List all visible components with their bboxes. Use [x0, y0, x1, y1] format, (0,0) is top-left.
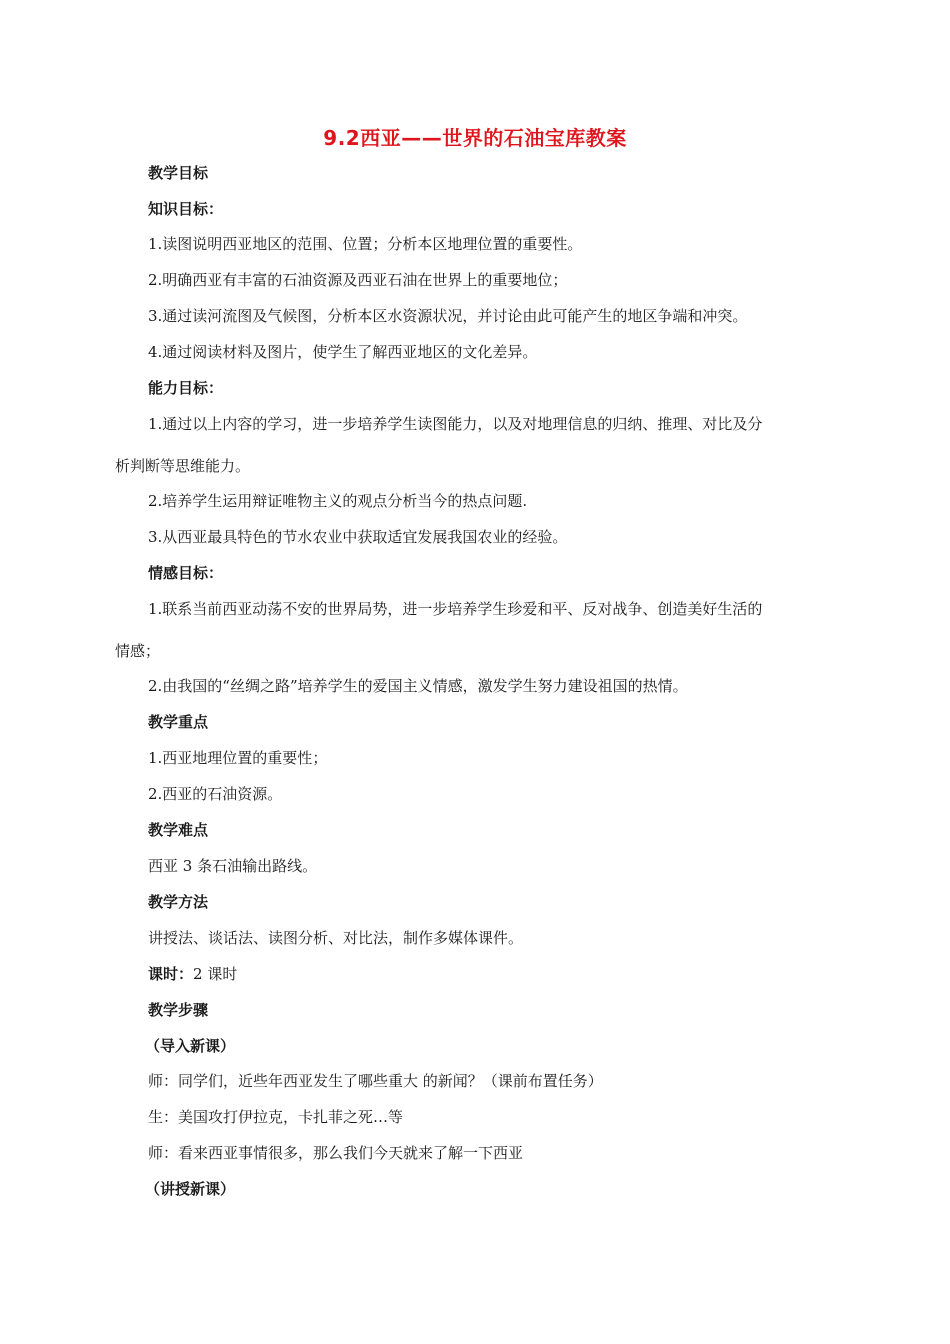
steps-heading: 教学步骤 [148, 1001, 209, 1019]
key-point-2: 2.西亚的石油资源。 [148, 785, 283, 803]
knowledge-item-1: 1.读图说明西亚地区的范围、位置；分析本区地理位置的重要性。 [148, 235, 583, 253]
emotion-item-1-line-1: 1.联系当前西亚动荡不安的世界局势，进一步培养学生珍爱和平、反对战争、创造美好生活的 [148, 600, 763, 618]
document-title: 9.2西亚——世界的石油宝库教案 [323, 126, 627, 150]
goals-heading: 教学目标 [148, 164, 209, 182]
ability-heading: 能力目标： [148, 379, 224, 397]
emotion-item-1-line-2: 情感； [115, 642, 161, 660]
methods-text: 讲授法、谈话法、读图分析、对比法，制作多媒体课件。 [148, 929, 524, 947]
ability-item-1-line-1: 1.通过以上内容的学习，进一步培养学生读图能力，以及对地理信息的归纳、推理、对比及分 [148, 415, 763, 433]
methods-heading: 教学方法 [148, 893, 209, 911]
class-hours [148, 964, 237, 984]
key-point-1: 1.西亚地理位置的重要性； [148, 749, 328, 767]
class-hours-value: 2 课时 [193, 965, 238, 983]
knowledge-item-2: 2.明确西亚有丰富的石油资源及西亚石油在世界上的重要地位； [148, 271, 568, 289]
key-points-heading: 教学重点 [148, 713, 209, 731]
class-hours-label: 课时： [148, 965, 194, 983]
intro-heading: （导入新课） [145, 1037, 236, 1055]
knowledge-item-4: 4.通过阅读材料及图片，使学生了解西亚地区的文化差异。 [148, 343, 538, 361]
emotion-item-2: 2.由我国的“丝绸之路”培养学生的爱国主义情感，激发学生努力建设祖国的热情。 [148, 677, 688, 695]
difficult-point-1: 西亚 3 条石油输出路线。 [148, 857, 318, 875]
ability-item-2: 2.培养学生运用辩证唯物主义的观点分析当今的热点问题. [148, 492, 528, 510]
emotion-heading: 情感目标： [148, 564, 224, 582]
dialog-line-2: 生：美国攻打伊拉克，卡扎菲之死…等 [148, 1108, 404, 1126]
dialog-line-3: 师：看来西亚事情很多，那么我们今天就来了解一下西亚 [148, 1144, 524, 1162]
ability-item-3: 3.从西亚最具特色的节水农业中获取适宜发展我国农业的经验。 [148, 528, 568, 546]
difficult-points-heading: 教学难点 [148, 821, 209, 839]
knowledge-item-3: 3.通过读河流图及气候图，分析本区水资源状况，并讨论由此可能产生的地区争端和冲突。 [148, 307, 748, 325]
ability-item-1-line-2: 析判断等思维能力。 [115, 457, 251, 475]
knowledge-heading: 知识目标： [148, 200, 224, 218]
dialog-line-1: 师：同学们，近些年西亚发生了哪些重大 的新闻？（课前布置任务） [148, 1072, 603, 1090]
teach-heading: （讲授新课） [145, 1180, 236, 1198]
